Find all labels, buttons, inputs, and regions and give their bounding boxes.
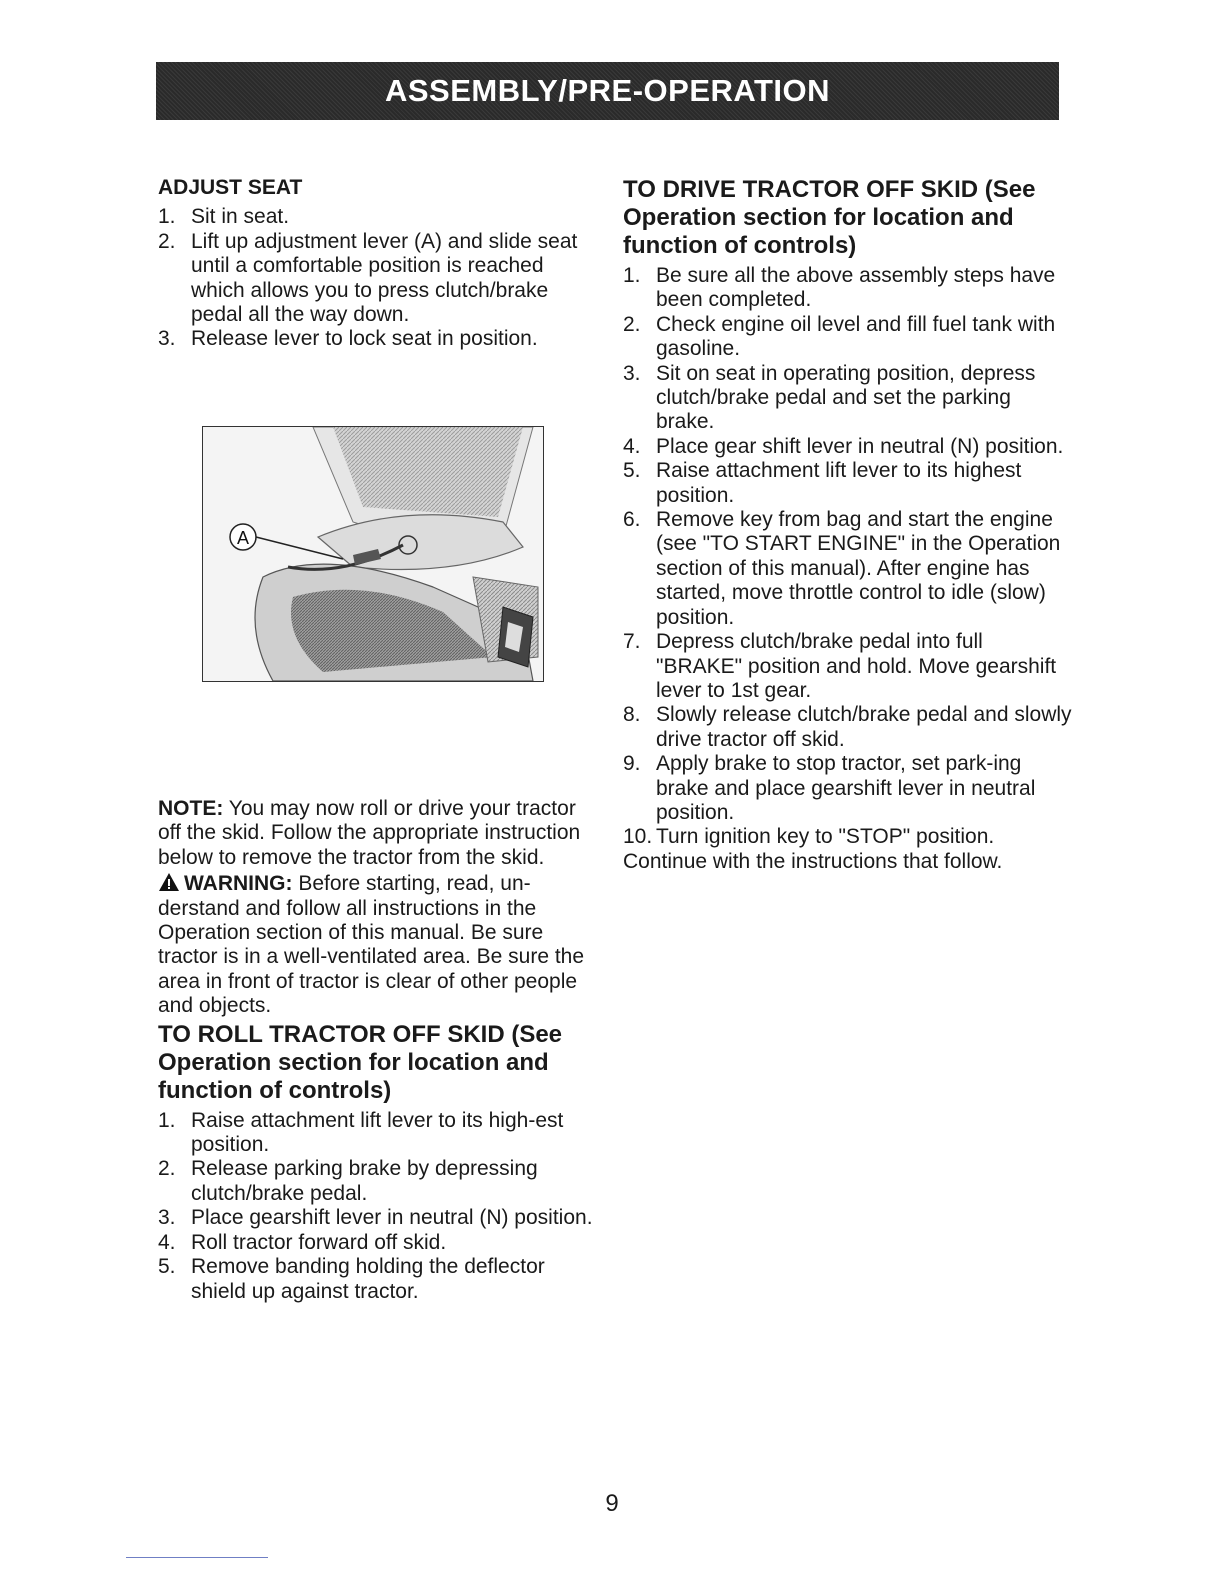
- footer-rule: [126, 1557, 268, 1558]
- note-label: NOTE:: [158, 797, 224, 820]
- list-item: 4. Roll tractor forward off skid.: [158, 1230, 447, 1254]
- right-column: [623, 176, 1073, 874]
- adjust-seat-heading: ADJUST SEAT: [158, 176, 303, 199]
- section-banner: [156, 62, 1059, 120]
- list-item: 9. Apply brake to stop tractor, set park-ing brake and place gearshift lever in neutral position.: [623, 752, 1036, 824]
- seat-adjustment-illustration: [202, 426, 544, 682]
- warning-icon: [158, 872, 180, 892]
- list-item: 3. Place gearshift lever in neutral (N) position.: [158, 1206, 593, 1230]
- roll-off-steps: [158, 1109, 598, 1304]
- callout-label: A: [236, 528, 250, 548]
- warning-paragraph: [158, 872, 598, 1018]
- list-item: 1. Raise attachment lift lever to its high-est position.: [158, 1108, 564, 1157]
- list-item: 2. Check engine oil level and fill fuel tank with gasoline.: [623, 312, 1056, 361]
- left-column-bottom: [158, 797, 598, 1304]
- list-item: 4. Place gear shift lever in neutral (N) position.: [623, 434, 1064, 458]
- list-item: 1. Be sure all the above assembly steps have been completed.: [623, 264, 1056, 312]
- adjust-seat-steps: [158, 205, 598, 351]
- roll-off-heading: TO ROLL TRACTOR OFF SKID (See Operation section for location and function of controls): [158, 1020, 563, 1104]
- drive-off-closing: Continue with the instructions that follow.: [623, 849, 1003, 873]
- note-text: You may now roll or drive your tractor off the skid. Follow the appropriate instruction below to remove the tractor from the skid.: [158, 797, 581, 869]
- list-item: 3. Release lever to lock seat in position.: [158, 327, 538, 351]
- list-item: 7. Depress clutch/brake pedal into full "BRAKE" position and hold. Move gearshift lever to 1st gear.: [623, 630, 1057, 702]
- warning-text: Before starting, read, un-derstand and follow all instructions in the Operation section of this manual. Be sure tractor is in a well-ventilated area. Be sure the area in front of tractor is clear of other people and objects.: [158, 872, 585, 1018]
- left-column-top: [158, 176, 598, 352]
- drive-off-heading: TO DRIVE TRACTOR OFF SKID (See Operation section for location and function of controls): [623, 176, 1036, 259]
- list-item: 5. Raise attachment lift lever to its highest position.: [623, 459, 1022, 507]
- list-item: 6. Remove key from bag and start the engine (see "TO START ENGINE" in the Operation section of this manual). After engine has started, move throttle control to idle (slow) position.: [623, 508, 1061, 629]
- list-item: 1. Sit in seat.: [158, 205, 290, 229]
- list-item: 2. Release parking brake by depressing clutch/brake pedal.: [158, 1157, 538, 1205]
- list-item: 5. Remove banding holding the deflector shield up against tractor.: [158, 1255, 545, 1303]
- seat-drawing: [203, 427, 543, 681]
- list-item: 10. Turn ignition key to "STOP" position.: [623, 825, 995, 849]
- drive-off-steps: [623, 264, 1073, 850]
- list-item: 2. Lift up adjustment lever (A) and slide seat until a comfortable position is reached which allows you to press clutch/brake pedal all the way down.: [158, 229, 578, 327]
- list-item: 3. Sit on seat in operating position, depress clutch/brake pedal and set the parking brake.: [623, 361, 1036, 434]
- list-item: 8. Slowly release clutch/brake pedal and slowly drive tractor off skid.: [623, 703, 1072, 751]
- warning-label: WARNING:: [184, 872, 293, 896]
- page-number: 9: [605, 1490, 619, 1517]
- section-title: ASSEMBLY/PRE-OPERATION: [384, 73, 831, 108]
- note-paragraph: [158, 797, 598, 870]
